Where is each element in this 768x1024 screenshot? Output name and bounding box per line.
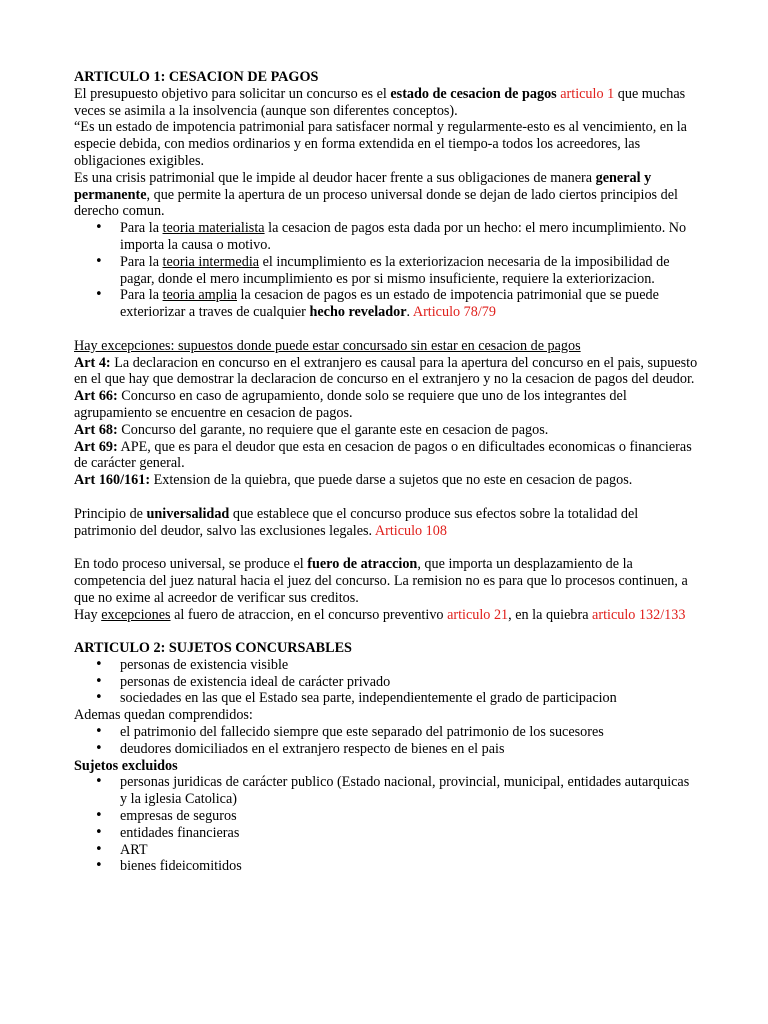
paragraph-definition-quote: “Es un estado de impotencia patrimonial para satisfacer normal y regularmente-esto es al vencimiento, en la especie debida, con medios ordinarios y en forma extendida en el tiempo-a todos los acreedores, las obligaciones exigibles. — [74, 119, 687, 169]
paragraph-fuero: En todo proceso universal, se produce el fuero de atraccion, que importa un desplazamiento de la competencia del juez natural hacia el juez del concurso. La remision no es para que lo procesos continuen, a que no exime al acreedor de verificar sus creditos. — [74, 556, 688, 606]
excluded-heading: Sujetos excluidos — [74, 757, 178, 774]
list-item: • entidades financieras — [74, 825, 698, 842]
paragraph-fuero-exceptions: Hay excepciones al fuero de atraccion, en el concurso preventivo articulo 21, en la quiebra articulo 132/133 — [74, 606, 686, 623]
list-item-theory: • Para la teoria materialista la cesacion de pagos esta dada por un hecho: el mero incumplimiento. No importa la causa o motivo. — [74, 220, 698, 254]
list-item-theory: • Para la teoria amplia la cesacion de pagos es un estado de impotencia patrimonial que se puede exteriorizar a traves de cualquier hecho revelador. Articulo 78/79 — [74, 287, 698, 321]
list-item: • personas juridicas de carácter publico (Estado nacional, provincial, municipal, entidades autarquicas y la iglesia Catolica) — [74, 774, 698, 808]
article-1-title: ARTICULO 1: CESACION DE PAGOS — [74, 69, 319, 85]
document-body — [74, 69, 698, 875]
list-item: • personas de existencia ideal de carácter privado — [74, 674, 698, 691]
article-reference: articulo 132/133 — [592, 606, 686, 623]
paragraph-crisis: Es una crisis patrimonial que le impide al deudor hacer frente a sus obligaciones de manera general y permanente, que permite la apertura de un proceso universal donde se dejan de lado ciertos principios del derecho comun. — [74, 169, 678, 220]
list-item: • personas de existencia visible — [74, 657, 698, 674]
exception-item: Art 68: Concurso del garante, no requiere que el garante este en cesacion de pagos. — [74, 421, 549, 438]
exceptions-heading: Hay excepciones: supuestos donde puede estar concursado sin estar en cesacion de pagos — [74, 337, 581, 354]
exception-item: Art 69: APE, que es para el deudor que esta en cesacion de pagos o en dificultades economicas o financieras de carácter general. — [74, 438, 692, 472]
paragraph-universalidad: Principio de universalidad que establece que el concurso produce sus efectos sobre la totalidad del patrimonio del deudor, salvo las exclusiones legales. Articulo 108 — [74, 505, 639, 539]
subjects-list — [74, 657, 698, 707]
list-item: • el patrimonio del fallecido siempre que este separado del patrimonio de los sucesores — [74, 724, 698, 741]
exception-item: Art 160/161: Extension de la quiebra, que puede darse a sujetos que no este en cesacion de pagos. — [74, 472, 633, 489]
also-included-list — [74, 724, 698, 758]
spacer — [74, 489, 698, 506]
exception-item: Art 4: La declaracion en concurso en el extranjero es causal para la apertura del concurso en el pais, supuesto en el que hay que demostrar la declaracion de concurso en el extranjero y no la cesacion de pagos del deudor. — [74, 354, 698, 388]
spacer — [74, 539, 698, 556]
spacer — [74, 321, 698, 338]
exception-item: Art 66: Concurso en caso de agrupamiento, donde solo se requiere que uno de los integrantes del agrupamiento se encuentre en cesacion de pagos. — [74, 388, 627, 421]
list-item: • empresas de seguros — [74, 808, 698, 825]
article-reference: articulo 1 — [560, 85, 615, 102]
article-reference: Articulo 78/79 — [412, 304, 496, 321]
spacer — [74, 623, 698, 640]
list-item: • deudores domiciliados en el extranjero respecto de bienes en el pais — [74, 741, 698, 758]
list-item-theory: • Para la teoria intermedia el incumplimiento es la exteriorizacion necesaria de la imposibilidad de pagar, donde el mero incumplimiento es por si mismo insuficiente, requiere la exteriorizacion. — [74, 254, 698, 288]
excluded-list — [74, 774, 698, 875]
theories-list — [74, 220, 698, 321]
paragraph-presupuesto: El presupuesto objetivo para solicitar un concurso es el estado de cesacion de pagos articulo 1 que muchas veces se asimila a la insolvencia (aunque son diferentes conceptos). — [74, 85, 686, 119]
list-item: • ART — [74, 842, 698, 859]
article-reference: Articulo 108 — [374, 522, 447, 539]
article-2-title: ARTICULO 2: SUJETOS CONCURSABLES — [74, 640, 352, 657]
article-reference: articulo 21 — [447, 606, 509, 623]
also-included-heading: Ademas quedan comprendidos: — [74, 707, 253, 724]
list-item: • sociedades en las que el Estado sea parte, independientemente el grado de participacion — [74, 690, 698, 707]
list-item: • bienes fideicomitidos — [74, 858, 698, 875]
